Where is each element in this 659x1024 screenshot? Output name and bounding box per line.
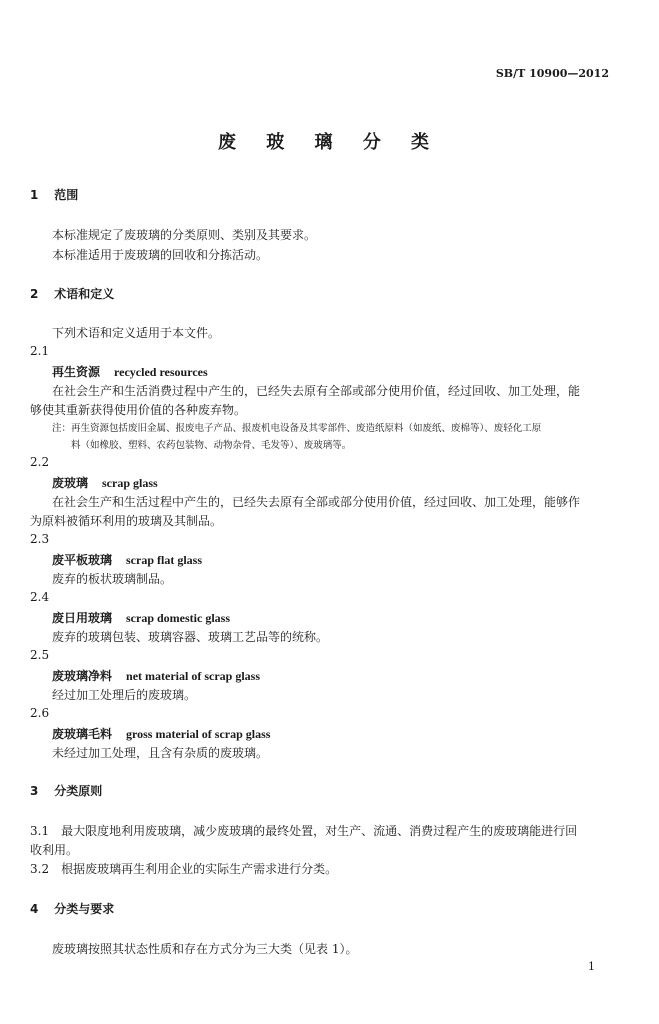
term-heading bbox=[52, 667, 260, 684]
definition-line: 废弃的板状玻璃制品。 bbox=[52, 572, 173, 586]
definition-line: 经过加工处理后的废玻璃。 bbox=[52, 688, 197, 702]
section-number: 2 bbox=[30, 287, 39, 301]
clause-line: 3.2 根据废玻璃再生利用企业的实际生产需求进行分类。 bbox=[30, 862, 338, 876]
definition-line: 为原料被循环利用的玻璃及其制品。 bbox=[30, 514, 223, 528]
note-line: 料（如橡胶、塑料、农药包装物、动物杂骨、毛发等）、废玻璃等。 bbox=[71, 440, 352, 451]
clause-number: 2.5 bbox=[30, 648, 50, 662]
clause-number: 2.1 bbox=[30, 344, 50, 358]
term-cn: 废日用玻璃 bbox=[52, 611, 113, 625]
term-heading bbox=[52, 725, 270, 742]
section-number: 3 bbox=[30, 784, 39, 798]
section-number: 4 bbox=[30, 902, 39, 916]
clause-number: 2.2 bbox=[30, 455, 50, 469]
term-cn: 废玻璃毛料 bbox=[52, 727, 113, 741]
clause-line: 收利用。 bbox=[30, 843, 79, 857]
term-cn: 废玻璃 bbox=[52, 476, 89, 490]
definition-line: 够使其重新获得使用价值的各种废弃物。 bbox=[30, 403, 247, 417]
clause-number: 2.3 bbox=[30, 532, 50, 546]
paragraph: 本标准规定了废玻璃的分类原则、类别及其要求。 bbox=[52, 228, 317, 242]
document-title: 废 玻 璃 分 类 bbox=[217, 132, 442, 153]
term-cn: 废平板玻璃 bbox=[52, 553, 113, 567]
clause-line: 3.1 最大限度地利用废玻璃，减少废玻璃的最终处置，对生产、流通、消费过程产生的废玻璃能进行回 bbox=[30, 824, 578, 838]
definition-line: 在社会生产和生活过程中产生的，已经失去原有全部或部分使用价值，经过回收、加工处理，能够作 bbox=[52, 495, 581, 509]
section-title: 分类与要求 bbox=[54, 902, 115, 916]
page-number: 1 bbox=[588, 960, 595, 973]
note-line: 注：再生资源包括废旧金属、报废电子产品、报废机电设备及其零部件、废造纸原料（如废纸、废棉等）、废轻化工原 bbox=[52, 423, 542, 434]
term-en: net material of scrap glass bbox=[126, 669, 260, 683]
term-en: scrap glass bbox=[102, 476, 158, 490]
paragraph: 废玻璃按照其状态性质和存在方式分为三大类（见表 1）。 bbox=[52, 942, 358, 956]
term-cn: 废玻璃净料 bbox=[52, 669, 113, 683]
section-number: 1 bbox=[30, 188, 39, 202]
section-3-heading bbox=[30, 782, 102, 799]
term-heading bbox=[52, 551, 202, 568]
section-4-heading bbox=[30, 900, 114, 917]
section-title: 术语和定义 bbox=[54, 287, 115, 301]
section-2-heading bbox=[30, 285, 114, 302]
term-en: recycled resources bbox=[114, 365, 208, 379]
clause-number: 2.6 bbox=[30, 706, 50, 720]
term-en: scrap domestic glass bbox=[126, 611, 231, 625]
paragraph: 下列术语和定义适用于本文件。 bbox=[52, 326, 221, 340]
term-heading bbox=[52, 363, 208, 380]
standard-code: SB/T 10900—2012 bbox=[495, 67, 609, 80]
term-cn: 再生资源 bbox=[52, 365, 101, 379]
term-en: scrap flat glass bbox=[126, 553, 203, 567]
term-en: gross material of scrap glass bbox=[126, 727, 271, 741]
definition-line: 未经过加工处理，且含有杂质的废玻璃。 bbox=[52, 746, 269, 760]
paragraph: 本标准适用于废玻璃的回收和分拣活动。 bbox=[52, 248, 269, 262]
section-title: 范围 bbox=[54, 188, 79, 202]
definition-line: 废弃的玻璃包装、玻璃容器、玻璃工艺品等的统称。 bbox=[52, 630, 329, 644]
term-heading bbox=[52, 474, 158, 491]
term-heading bbox=[52, 609, 230, 626]
section-1-heading bbox=[30, 186, 78, 203]
section-title: 分类原则 bbox=[54, 784, 103, 798]
definition-line: 在社会生产和生活消费过程中产生的，已经失去原有全部或部分使用价值，经过回收、加工处理，能 bbox=[52, 384, 581, 398]
clause-number: 2.4 bbox=[30, 590, 50, 604]
